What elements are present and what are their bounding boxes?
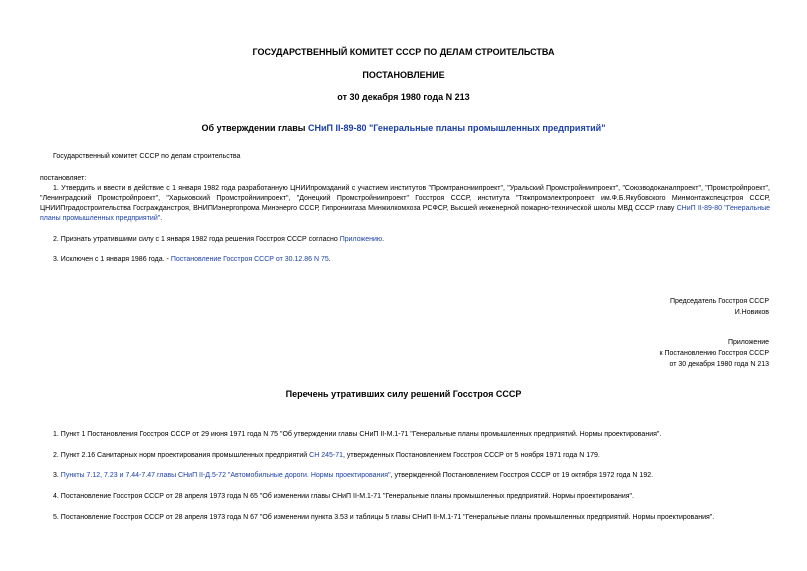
decree-item-1-end: . xyxy=(160,215,163,222)
decree-item-3-text: 3. Исключен с 1 января 1986 года. - xyxy=(53,256,171,263)
decree-item-1 xyxy=(40,184,770,224)
appendix-reference-block xyxy=(660,337,770,370)
appendix-link[interactable]: Приложению xyxy=(339,236,383,243)
resolves-paragraph: постановляет: xyxy=(40,175,87,182)
resolution-1986-link[interactable]: Постановление Госстроя СССР от 30.12.86 N 75 xyxy=(170,256,329,263)
decree-item-1-text: 1. Утвердить и ввести в действие с 1 января 1982 года разработанную ЦНИИпромзданий с участием институтов "Промтрансниипроект", "Уральский Промстройниипроект", "Союзводоканалпроект", "Промстройпроект", "Ленинградский Промстройпроект", "Харьковский Промстройниипроект", "Донецкий Промстройниипроект" Госстроя СССР, института "Тяжпромэлектропроект им.Ф.Б.Якубовского Минмонтажспецстроя СССР, ЦНИИПградостроительства Госгражданстроя, ВНИПИэнергопрома Минэнерго СССР, Гипрониигаза Минжилкомхоза РСФСР, Высшей инженерной пожарно-технической школы МВД СССР главу xyxy=(40,185,770,212)
decree-item-3-end: . xyxy=(328,256,331,263)
appendix-item-4: 4. Постановление Госстроя СССР от 28 апреля 1973 года N 65 "Об изменении главы СНиП II-М.1-71 "Генеральные планы промышленных предприятий. Нормы проектирования". xyxy=(53,493,634,500)
appendix-title: Перечень утративших силу решений Госстроя СССР xyxy=(285,389,522,399)
signature-position: Председатель Госстроя СССР xyxy=(669,298,769,305)
doc-type-heading: ПОСТАНОВЛЕНИЕ xyxy=(362,70,445,80)
doc-title-prefix: Об утверждении главы xyxy=(201,123,308,133)
snip-title-link[interactable]: СНиП II-89-80 "Генеральные планы промышленных предприятий" xyxy=(307,123,606,133)
appendix-item-2-pre: 2. Пункт 2.16 Санитарных норм проектирования промышленных предприятий xyxy=(53,452,310,459)
decree-item-2 xyxy=(53,235,384,245)
appendix-item-2 xyxy=(53,451,600,461)
appendix-ref-line-2: от 30 декабря 1980 года N 213 xyxy=(669,361,769,368)
decree-item-2-end: . xyxy=(382,236,385,243)
appendix-item-1: 1. Пункт 1 Постановления Госстроя СССР от 29 июня 1971 года N 75 "Об утверждении главы СНиП II-М.1-71 "Генеральные планы промышленных предприятий. Нормы проектирования". xyxy=(53,431,662,438)
appendix-item-3-num: 3. xyxy=(53,472,61,479)
appendix-item-3-post: , утвержденной Постановлением Госстроя СССР от 19 октября 1972 года N 192. xyxy=(390,472,654,479)
appendix-ref-line-1: к Постановлению Госстроя СССР xyxy=(659,350,769,357)
doc-title xyxy=(0,123,807,133)
appendix-item-2-post: , утвержденных Постановлением Госстроя СССР от 5 ноября 1971 года N 179. xyxy=(343,452,600,459)
committee-heading: ГОСУДАРСТВЕННЫЙ КОМИТЕТ СССР ПО ДЕЛАМ СТРОИТЕЛЬСТВА xyxy=(252,47,555,57)
sn-245-71-link[interactable]: СН 245-71 xyxy=(309,452,344,459)
decree-item-3 xyxy=(53,255,331,265)
snip-link[interactable]: СНиП II-89-80 "Генеральные планы промышленных предприятий" xyxy=(40,205,770,222)
intro-paragraph: Государственный комитет СССР по делам строительства xyxy=(53,153,241,160)
snip-roads-link[interactable]: Пункты 7.12, 7.23 и 7.44-7.47 главы СНиП II-Д.5-72 "Автомобильные дороги. Нормы проектирования" xyxy=(60,472,391,479)
appendix-label: Приложение xyxy=(727,339,769,346)
signature-name: И.Новиков xyxy=(734,309,769,316)
appendix-item-5: 5. Постановление Госстроя СССР от 28 апреля 1973 года N 67 "Об изменении пункта 3.53 и таблицы 5 главы СНиП II-М.1-71 "Генеральные планы промышленных предприятий. Нормы проектирования". xyxy=(53,514,715,521)
signature-block xyxy=(670,296,769,318)
doc-date-heading: от 30 декабря 1980 года N 213 xyxy=(337,92,470,102)
decree-item-2-text: 2. Признать утратившими силу с 1 января 1982 года решения Госстроя СССР согласно xyxy=(53,236,340,243)
appendix-item-3 xyxy=(53,471,653,481)
